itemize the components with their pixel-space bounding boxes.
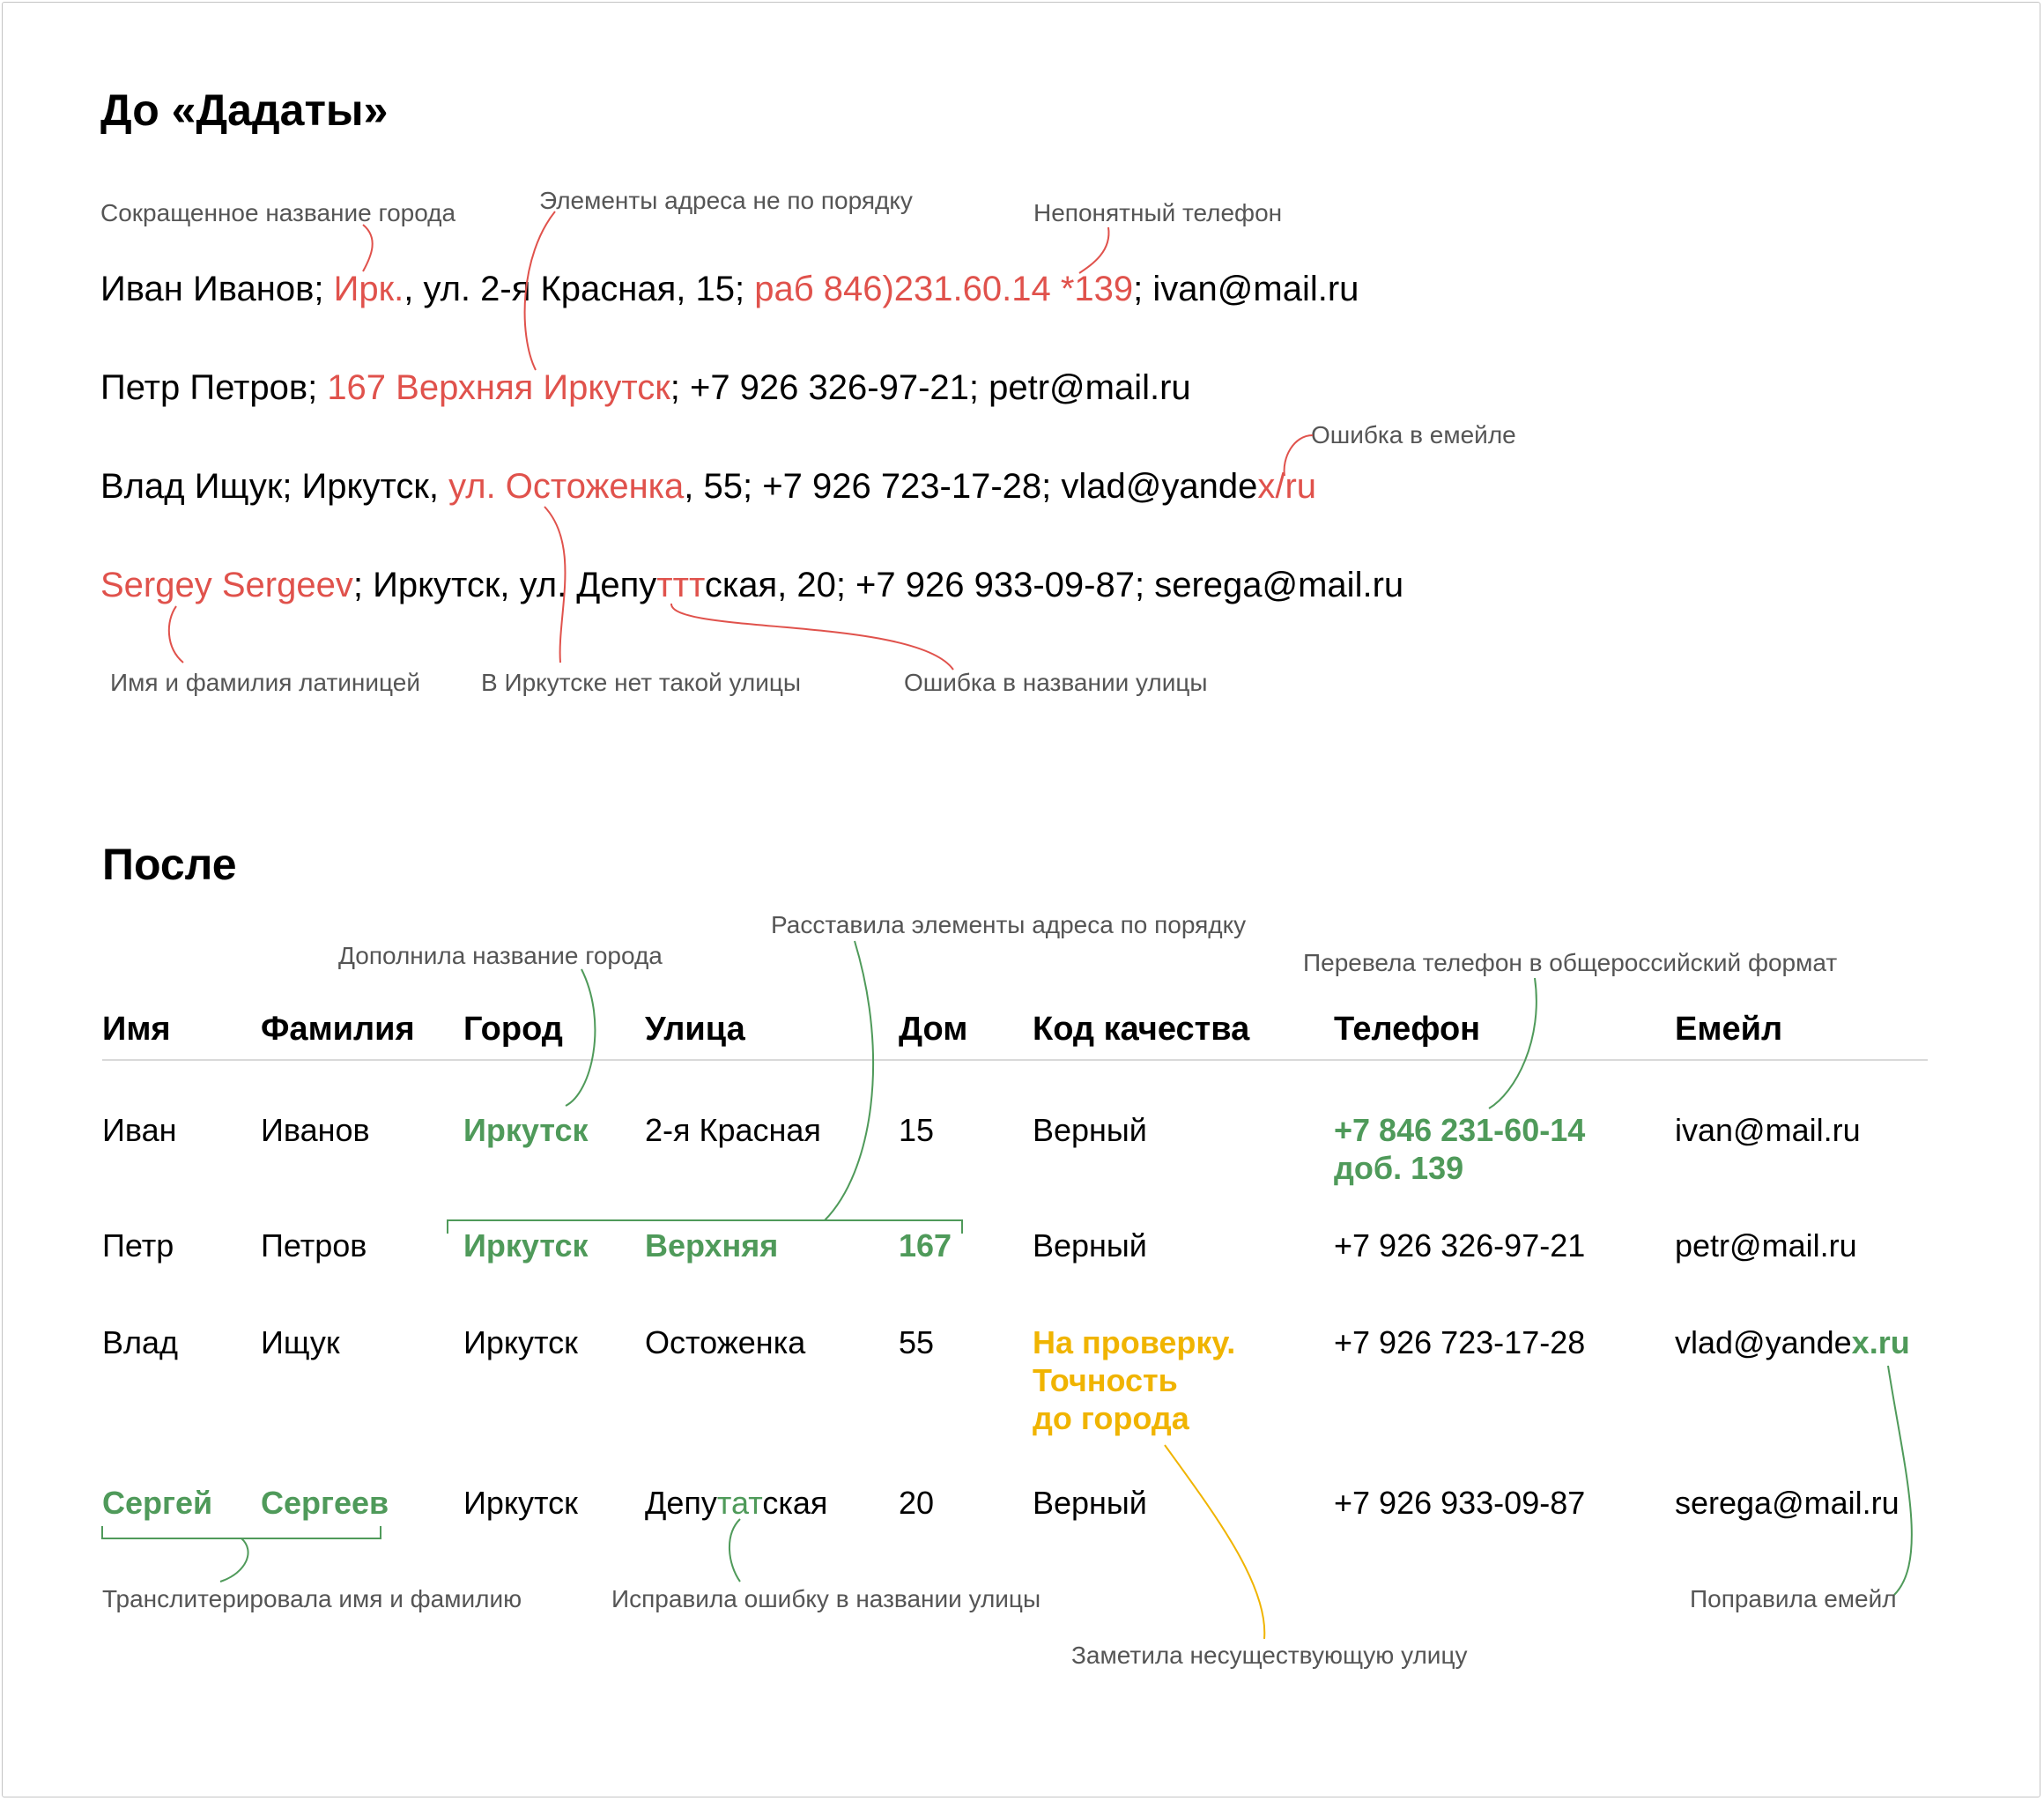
cell-street: Верхняя — [645, 1227, 779, 1264]
column-header-email: Емейл — [1675, 1011, 1783, 1048]
note-short-city: Сокращенное название города — [100, 199, 456, 226]
note-order: Элементы адреса не по порядку — [539, 187, 913, 214]
column-header-street: Улица — [645, 1011, 745, 1048]
connector-short-city — [363, 225, 373, 271]
connector-email-fix — [1888, 1366, 1912, 1595]
note-nonexistent: Заметила несуществующую улицу — [1071, 1642, 1468, 1669]
quality-line: до города — [1033, 1400, 1189, 1436]
note-phone-format: Перевела телефон в общероссийский формат — [1303, 949, 1838, 976]
cell-house: 15 — [899, 1112, 935, 1148]
error-address-order: 167 Верхняя Иркутск — [327, 368, 670, 407]
cell-phone: +7 926 933-09-87 — [1334, 1485, 1586, 1521]
error-email: x/ru — [1257, 467, 1317, 506]
connector-translit — [220, 1538, 248, 1582]
connector-no-street — [544, 507, 565, 663]
connector-latin-name — [169, 606, 183, 663]
cell-email: serega@mail.ru — [1675, 1485, 1900, 1521]
cell-street: 2-я Красная — [645, 1112, 821, 1148]
cell-house: 55 — [899, 1324, 935, 1360]
connector-phone — [1079, 227, 1108, 273]
after-title: После — [102, 840, 237, 889]
connector-email-error — [1285, 435, 1313, 476]
cell-first-name: Влад — [102, 1324, 179, 1360]
column-header-city: Город — [463, 1011, 563, 1048]
cell-phone: +7 926 326-97-21 — [1334, 1227, 1586, 1264]
cell-last-name: Иванов — [261, 1112, 370, 1148]
cell-phone: +7 926 723-17-28 — [1334, 1324, 1586, 1360]
cell-city: Иркутск — [463, 1324, 578, 1360]
cell-email: ivan@mail.ru — [1675, 1112, 1861, 1148]
error-street: ул. Остоженка — [448, 467, 685, 506]
record-text: ; +7 926 326-97-21; petr@mail.ru — [670, 368, 1191, 407]
record-text: Иван Иванов; — [100, 270, 334, 308]
before-title: До «Дадаты» — [100, 85, 389, 135]
phone-line: +7 846 231-60-14 — [1334, 1112, 1586, 1148]
cell-first-name: Сергей — [102, 1485, 213, 1521]
record-text: Петр Петров; — [100, 368, 328, 407]
record-text: Влад Ищук; Иркутск, — [100, 467, 449, 506]
connector-order-fixed — [825, 941, 873, 1220]
connector-city — [566, 969, 595, 1106]
cell-city: Иркутск — [463, 1485, 578, 1521]
error-latin-name: Sergey Sergeev — [100, 566, 353, 604]
note-phone: Непонятный телефон — [1033, 199, 1283, 226]
error-street-typo: ттт — [656, 566, 705, 604]
cell-last-name: Сергеев — [261, 1485, 389, 1521]
cell-city: Иркутск — [463, 1227, 589, 1264]
note-city: Дополнила название города — [338, 942, 663, 969]
cell-last-name: Ищук — [261, 1324, 340, 1360]
note-street-fix: Исправила ошибку в названии улицы — [611, 1585, 1041, 1612]
column-header-first-name: Имя — [102, 1011, 171, 1048]
column-header-last-name: Фамилия — [261, 1011, 415, 1048]
cell-street: Остоженка — [645, 1324, 806, 1360]
error-short-city: Ирк. — [333, 270, 404, 308]
quality-line: Точность — [1033, 1362, 1178, 1398]
email-prefix: vlad@yande — [1675, 1324, 1852, 1360]
phone-extension: доб. 139 — [1334, 1150, 1464, 1186]
cell-first-name: Петр — [102, 1227, 174, 1264]
note-street-typo: Ошибка в названии улицы — [904, 669, 1208, 696]
note-email-fix: Поправила емейл — [1690, 1585, 1897, 1612]
cell-city: Иркутск — [463, 1112, 589, 1148]
cell-quality: Верный — [1033, 1112, 1147, 1148]
note-no-street: В Иркутске нет такой улицы — [481, 669, 802, 696]
note-translit: Транслитерировала имя и фамилию — [102, 1585, 522, 1612]
column-header-quality: Код качества — [1033, 1011, 1250, 1048]
connector-order — [525, 211, 555, 370]
street-part: Депу — [645, 1485, 717, 1521]
cell-quality: Верный — [1033, 1227, 1147, 1264]
bracket-translit — [102, 1526, 381, 1538]
record-text: ; ivan@mail.ru — [1133, 270, 1359, 308]
cell-first-name: Иван — [102, 1112, 177, 1148]
note-email-error: Ошибка в емейле — [1311, 421, 1516, 448]
error-phone: раб 846)231.60.14 *139 — [754, 270, 1134, 308]
record-text: , 55; +7 926 723-17-28; vlad@yande — [684, 467, 1258, 506]
record-text: ская, 20; +7 926 933-09-87; serega@mail.ru — [704, 566, 1404, 604]
note-order-fixed: Расставила элементы адреса по порядку — [771, 911, 1247, 938]
column-header-phone: Телефон — [1334, 1011, 1481, 1048]
connector-nonexistent — [1165, 1445, 1264, 1639]
record-text: ; Иркутск, ул. Депу — [352, 566, 657, 604]
column-header-house: Дом — [899, 1011, 968, 1048]
cell-house: 167 — [899, 1227, 952, 1264]
cell-last-name: Петров — [261, 1227, 367, 1264]
record-text: , ул. 2-я Красная, 15; — [404, 270, 755, 308]
connector-street-fix — [729, 1519, 740, 1582]
street-fix: тат — [716, 1485, 763, 1521]
note-latin-name: Имя и фамилия латиницей — [110, 669, 420, 696]
connector-phone-format — [1489, 978, 1537, 1108]
email-fix: x.ru — [1851, 1324, 1910, 1360]
cell-quality: Верный — [1033, 1485, 1147, 1521]
bracket-address — [448, 1220, 962, 1234]
connector-street-typo — [671, 604, 953, 670]
street-part: ская — [762, 1485, 828, 1521]
cell-email: petr@mail.ru — [1675, 1227, 1857, 1264]
quality-line: На проверку. — [1033, 1324, 1236, 1360]
cell-house: 20 — [899, 1485, 935, 1521]
